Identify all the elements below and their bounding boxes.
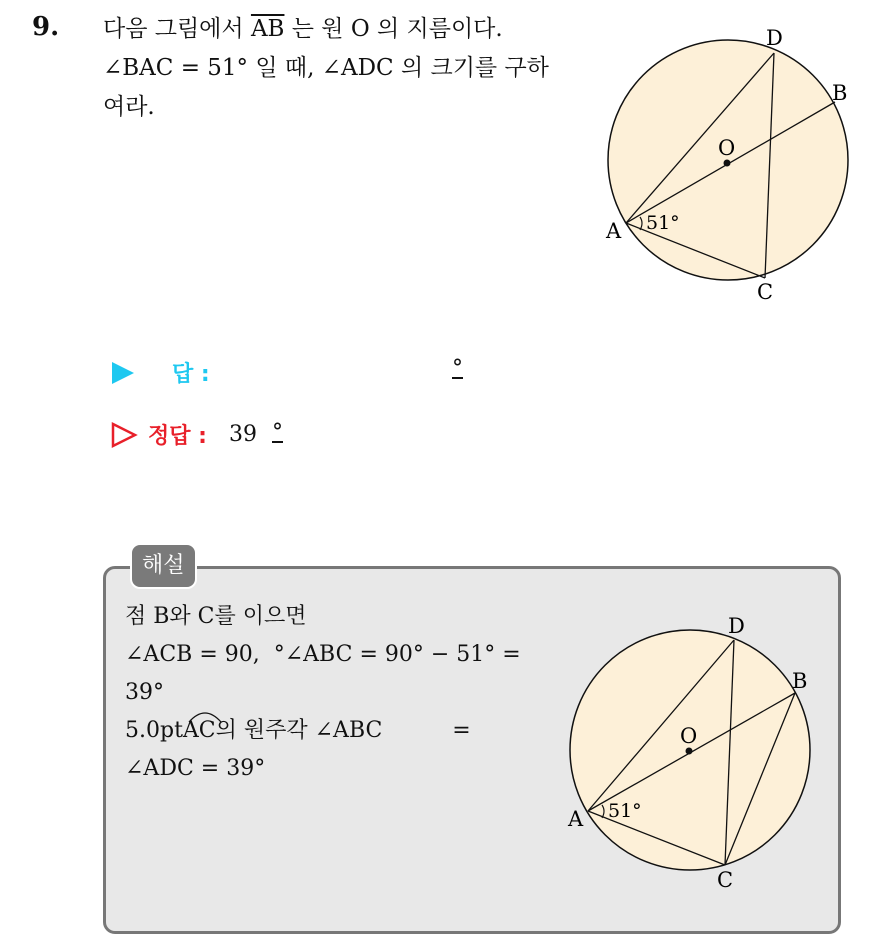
- question-circle-figure: [600, 20, 860, 310]
- solution-tag: 해설: [130, 543, 197, 589]
- filled-triangle-icon: [110, 360, 136, 386]
- segment-ab: $\overline{AB}$: [250, 16, 285, 42]
- answer-unit: °: [452, 356, 463, 381]
- solution-line-5: ∠ADC = 39°: [125, 756, 266, 781]
- question-number: 9.: [32, 12, 60, 42]
- solution-text: [125, 598, 545, 788]
- label-o: O: [718, 136, 736, 160]
- solution-line-2: ∠ACB = 90, °∠ABC = 90° − 51° =: [125, 642, 521, 667]
- label-d: D: [728, 614, 745, 638]
- label-a: A: [568, 807, 584, 831]
- center-point: [724, 160, 731, 167]
- question-line1-a: 다음 그림에서: [103, 16, 251, 42]
- correct-label: 정답 :: [148, 424, 207, 449]
- solution-circle-figure: [562, 608, 822, 898]
- label-c: C: [717, 868, 734, 892]
- outline-triangle-icon: [110, 421, 138, 449]
- question-line2: ∠BAC = 51° 일 때, ∠ADC 의 크기를 구하: [103, 55, 549, 81]
- solution-line-4: 5.0ptAC의 원주각 ∠ABC =: [125, 718, 471, 743]
- center-point: [686, 748, 693, 755]
- label-c: C: [757, 280, 774, 304]
- label-angle: 51°: [608, 800, 642, 822]
- arc-ac-symbol: [185, 704, 225, 724]
- answer-label: 답 :: [172, 362, 210, 387]
- label-angle: 51°: [646, 212, 680, 234]
- solution-line-1: 점 B와 C를 이으면: [125, 604, 307, 629]
- label-d: D: [766, 26, 783, 50]
- question-text: [103, 10, 593, 127]
- correct-row: [110, 419, 257, 450]
- question-line3: 여라.: [103, 94, 155, 120]
- label-b: B: [792, 669, 808, 693]
- question-line1-b: 는 원 O 의 지름이다.: [284, 16, 503, 42]
- solution-line-3: 39°: [125, 680, 164, 705]
- correct-value: 39: [228, 422, 257, 447]
- correct-unit: °: [272, 420, 283, 445]
- label-b: B: [832, 81, 848, 105]
- label-o: O: [680, 724, 698, 748]
- answer-row: [110, 357, 210, 388]
- label-a: A: [606, 219, 622, 243]
